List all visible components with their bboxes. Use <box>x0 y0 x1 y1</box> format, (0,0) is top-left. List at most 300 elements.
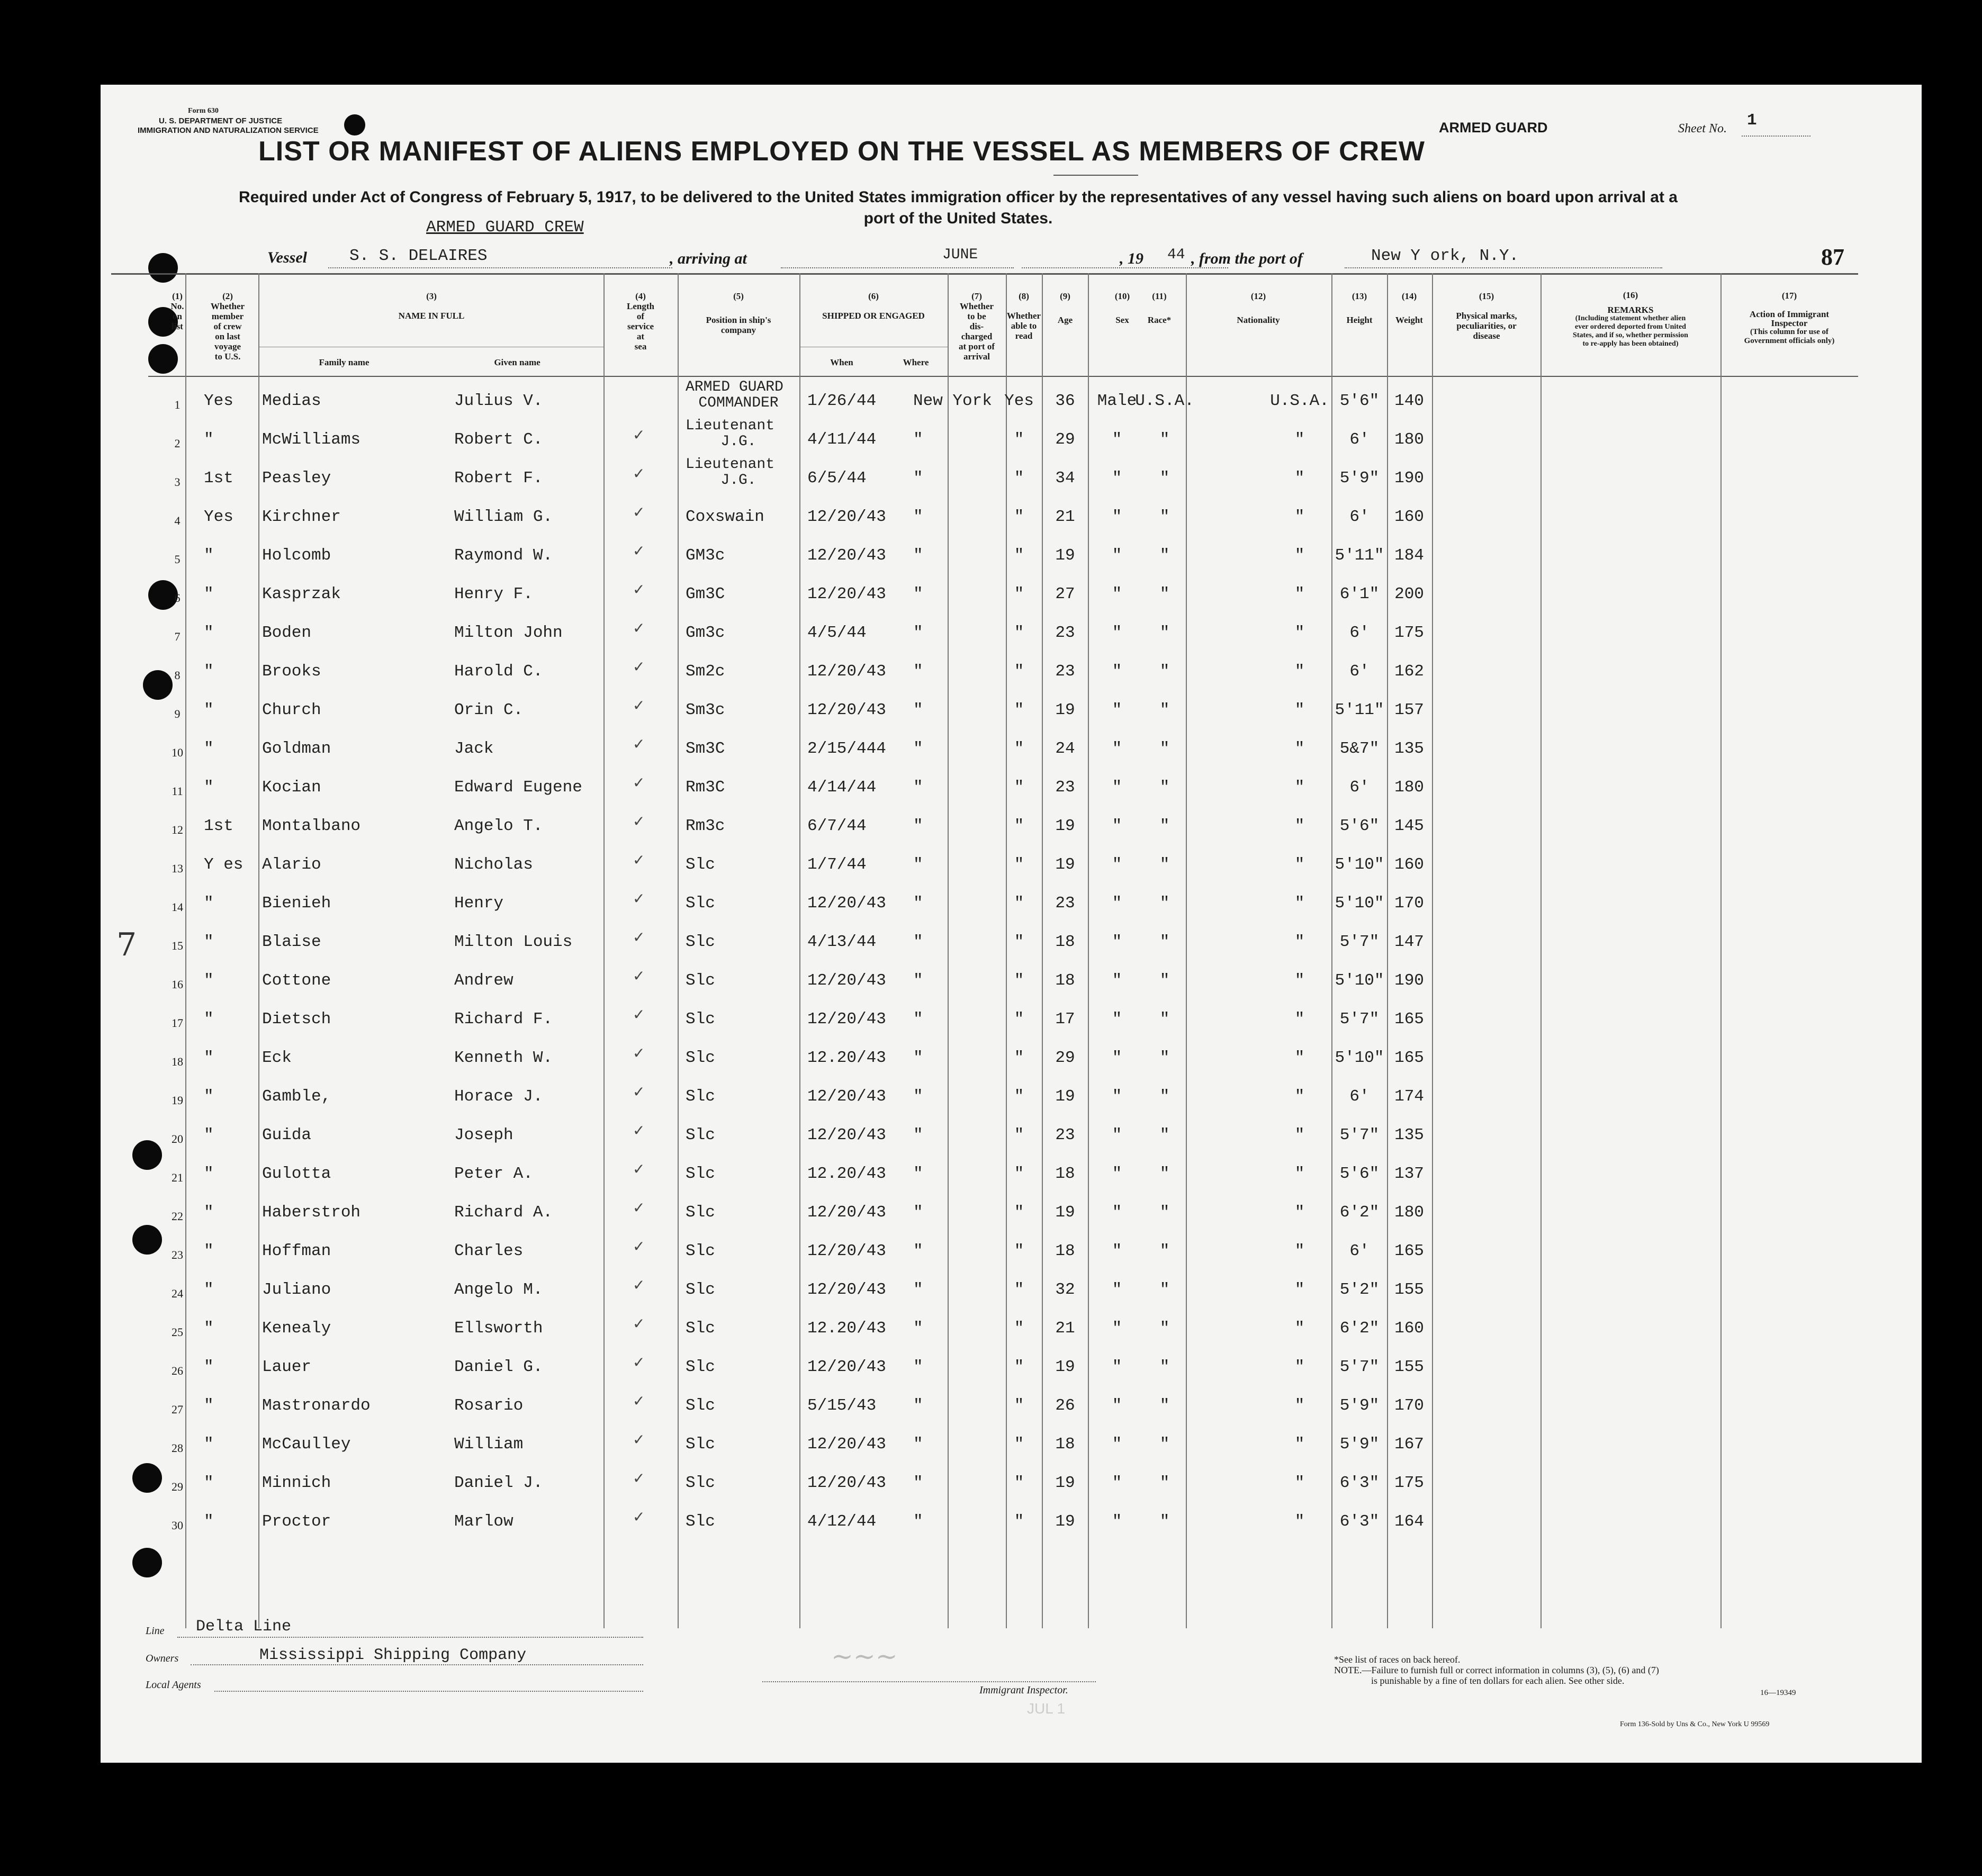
cell-family: Juliano <box>262 1280 331 1299</box>
cell-pos: Rm3c <box>686 817 725 835</box>
cell-height: 5'7" <box>1339 933 1380 951</box>
check-mark: ✓ <box>633 1199 645 1216</box>
cell-height: 5'10" <box>1335 971 1384 990</box>
cell-pos: Lieutenant <box>686 456 775 473</box>
cell-race: " <box>1159 469 1170 488</box>
cell-weight: 162 <box>1394 662 1424 681</box>
cell-pos2: COMMANDER <box>698 395 779 411</box>
cell-race: " <box>1159 701 1170 719</box>
from-port-label: , from the port of <box>1191 250 1303 267</box>
inspector-label: Immigrant Inspector. <box>979 1684 1068 1696</box>
cell-where: " <box>913 1319 923 1338</box>
check-mark: ✓ <box>633 1006 645 1023</box>
cell-height: 6' <box>1349 430 1370 449</box>
cell-age: 18 <box>1055 1242 1075 1260</box>
check-mark: ✓ <box>633 503 645 521</box>
cell-nat: " <box>1294 971 1305 990</box>
table-row <box>101 696 1922 734</box>
col14-header: (14) Weight <box>1395 291 1423 325</box>
arriving-label: , arriving at <box>670 250 747 267</box>
cell-when: 4/14/44 <box>807 778 877 797</box>
cell-read: " <box>1014 546 1024 565</box>
cell-pos: Slc <box>686 1319 715 1338</box>
cell-given: Milton John <box>454 624 563 642</box>
cell-when: 12/20/43 <box>807 701 886 719</box>
cell-age: 21 <box>1055 1319 1075 1338</box>
cell-read: " <box>1014 1126 1024 1144</box>
cell-sex: " <box>1112 1280 1122 1299</box>
cell-family: Bienieh <box>262 894 331 913</box>
cell-when: 1/26/44 <box>807 392 877 410</box>
cell-sex: " <box>1112 1435 1122 1454</box>
col16-header: (16) REMARKS (Including statement whether alien ever ordered deported from United States, and if so, whether permission to re-apply has been obtained) <box>1573 290 1688 348</box>
col3-header: (3) NAME IN FULL <box>398 291 465 321</box>
col2-header: (2) Whether member of crew on last voyage to U.S. <box>210 291 245 362</box>
cell-weight: 180 <box>1394 430 1424 449</box>
col9-header: (9) Age <box>1057 291 1073 325</box>
cell-prev: " <box>204 662 214 681</box>
cell-weight: 180 <box>1394 778 1424 797</box>
cell-age: 23 <box>1055 778 1075 797</box>
cell-when: 1/7/44 <box>807 855 867 874</box>
cell-race: " <box>1159 1319 1170 1338</box>
cell-when: 12/20/43 <box>807 1087 886 1106</box>
cell-where: " <box>913 624 923 642</box>
cell-weight: 155 <box>1394 1280 1424 1299</box>
cell-race: " <box>1159 1512 1170 1531</box>
cell-age: 19 <box>1055 1087 1075 1106</box>
cell-when: 6/5/44 <box>807 469 867 488</box>
cell-prev: Yes <box>204 392 233 410</box>
cell-race: " <box>1159 624 1170 642</box>
cell-age: 23 <box>1055 894 1075 913</box>
cell-pos: Slc <box>686 894 715 913</box>
sheet-label: Sheet No. <box>1678 122 1727 136</box>
check-mark: ✓ <box>633 542 645 560</box>
cell-prev: Y es <box>204 855 244 874</box>
manifest-sheet <box>101 85 1922 1763</box>
cell-sex: " <box>1112 778 1122 797</box>
cell-prev: " <box>204 739 214 758</box>
cell-pos: Slc <box>686 1396 715 1415</box>
cell-family: Cottone <box>262 971 331 990</box>
cell-nat: " <box>1294 469 1305 488</box>
cell-sex: " <box>1112 1165 1122 1183</box>
table-row <box>101 418 1922 463</box>
cell-pos: Coxswain <box>686 508 764 526</box>
cell-age: 32 <box>1055 1280 1075 1299</box>
family-name-header: Family name <box>319 357 370 367</box>
cell-age: 18 <box>1055 1435 1075 1454</box>
cell-weight: 135 <box>1394 739 1424 758</box>
cell-sex: " <box>1112 430 1122 449</box>
cell-pos: Slc <box>686 933 715 951</box>
check-mark: ✓ <box>633 890 645 907</box>
cell-weight: 157 <box>1394 701 1424 719</box>
cell-prev: " <box>204 1010 214 1029</box>
cell-no: 21 <box>172 1171 183 1184</box>
cell-prev: " <box>204 1474 214 1492</box>
cell-where: " <box>913 1358 923 1376</box>
cell-nat: " <box>1294 585 1305 603</box>
check-mark: ✓ <box>633 928 645 946</box>
arrival-year: 44 <box>1167 247 1185 263</box>
cell-prev: " <box>204 546 214 565</box>
cell-height: 5'7" <box>1339 1358 1380 1376</box>
cell-weight: 164 <box>1394 1512 1424 1531</box>
cell-race: " <box>1159 1165 1170 1183</box>
cell-family: Peasley <box>262 469 331 488</box>
cell-where: " <box>913 1165 923 1183</box>
cell-race: " <box>1159 585 1170 603</box>
cell-height: 5'7" <box>1339 1010 1380 1029</box>
cell-age: 34 <box>1055 469 1075 488</box>
cell-when: 12/20/43 <box>807 1435 886 1454</box>
cell-nat: " <box>1294 1126 1305 1144</box>
cell-nat: " <box>1294 778 1305 797</box>
cell-height: 6' <box>1349 662 1370 681</box>
table-row <box>101 541 1922 579</box>
cell-prev: " <box>204 971 214 990</box>
cell-height: 5'10" <box>1335 1049 1384 1067</box>
cell-pos: GM3c <box>686 546 725 565</box>
cell-prev: 1st <box>204 469 233 488</box>
cell-where: " <box>913 430 923 449</box>
cell-no: 9 <box>174 707 181 720</box>
cell-family: McCaulley <box>262 1435 351 1454</box>
cell-prev: " <box>204 624 214 642</box>
cell-height: 6'1" <box>1339 585 1380 603</box>
cell-pos: Slc <box>686 1474 715 1492</box>
cell-height: 5'7" <box>1339 1126 1380 1144</box>
check-mark: ✓ <box>633 1469 645 1487</box>
cell-age: 19 <box>1055 817 1075 835</box>
cell-when: 12/20/43 <box>807 585 886 603</box>
cell-read: " <box>1014 430 1024 449</box>
cell-prev: " <box>204 894 214 913</box>
cell-nat: " <box>1294 1435 1305 1454</box>
cell-read: " <box>1014 971 1024 990</box>
cell-age: 18 <box>1055 1165 1075 1183</box>
cell-when: 12/20/43 <box>807 546 886 565</box>
cell-sex: " <box>1112 739 1122 758</box>
cell-family: Boden <box>262 624 312 642</box>
table-row <box>101 966 1922 1004</box>
cell-read: " <box>1014 662 1024 681</box>
table-row <box>101 1430 1922 1468</box>
cell-pos: Slc <box>686 1010 715 1029</box>
col7-header: (7) Whether to be dis- charged at port of arrival <box>959 291 995 362</box>
department-name: U. S. DEPARTMENT OF JUSTICE <box>159 116 283 125</box>
cell-no: 5 <box>174 553 181 566</box>
failure-note: NOTE.—Failure to furnish full or correct information in columns (3), (5), (6) and (7) <box>1334 1665 1659 1675</box>
check-mark: ✓ <box>633 1238 645 1255</box>
cell-family: Kirchner <box>262 508 341 526</box>
cell-no: 18 <box>172 1055 183 1068</box>
col13-header: (13) Height <box>1346 291 1373 325</box>
vessel-name: S. S. DELAIRES <box>349 247 488 265</box>
table-row <box>101 734 1922 772</box>
cell-prev: " <box>204 430 214 449</box>
col6-header: (6) SHIPPED OR ENGAGED <box>822 291 925 321</box>
cell-prev: " <box>204 778 214 797</box>
cell-given: Horace J. <box>454 1087 543 1106</box>
document-title: LIST OR MANIFEST OF ALIENS EMPLOYED ON THE VESSEL AS MEMBERS OF CREW <box>258 136 1425 167</box>
table-header-bottom <box>148 376 1858 377</box>
cell-when: 12/20/43 <box>807 1474 886 1492</box>
cell-nat: " <box>1294 894 1305 913</box>
cell-where: " <box>913 1242 923 1260</box>
cell-pos: ARMED GUARD <box>686 379 783 395</box>
cell-age: 29 <box>1055 430 1075 449</box>
cell-family: Brooks <box>262 662 321 681</box>
cell-sex: " <box>1112 1242 1122 1260</box>
cell-age: 19 <box>1055 1203 1075 1222</box>
inspector-underline <box>762 1681 1096 1682</box>
check-mark: ✓ <box>633 426 645 444</box>
cell-nat: U.S.A. <box>1270 392 1329 410</box>
cell-family: Blaise <box>262 933 321 951</box>
armed-guard-crew-label: ARMED GUARD CREW <box>426 218 584 237</box>
cell-pos: Lieutenant <box>686 418 775 434</box>
cell-read: " <box>1014 1087 1024 1106</box>
cell-race: " <box>1159 546 1170 565</box>
cell-when: 12/20/43 <box>807 1126 886 1144</box>
owners-value: Mississippi Shipping Company <box>259 1646 527 1664</box>
cell-sex: " <box>1112 894 1122 913</box>
cell-no: 25 <box>172 1325 183 1339</box>
cell-family: Dietsch <box>262 1010 331 1029</box>
cell-when: 12/20/43 <box>807 508 886 526</box>
cell-race: " <box>1159 894 1170 913</box>
cell-weight: 160 <box>1394 1319 1424 1338</box>
cell-weight: 190 <box>1394 469 1424 488</box>
sheet-number: 1 <box>1747 111 1757 130</box>
table-row <box>101 502 1922 540</box>
cell-height: 5'10" <box>1335 894 1384 913</box>
cell-height: 5'11" <box>1335 546 1384 565</box>
check-mark: ✓ <box>633 581 645 598</box>
cell-family: Gamble, <box>262 1087 331 1106</box>
cell-when: 4/13/44 <box>807 933 877 951</box>
punch-hole <box>344 114 365 136</box>
cell-race: " <box>1159 1435 1170 1454</box>
punch-hole <box>148 253 178 283</box>
cell-given: Andrew <box>454 971 513 990</box>
check-mark: ✓ <box>633 1044 645 1062</box>
cell-nat: " <box>1294 1396 1305 1415</box>
cell-where: " <box>913 508 923 526</box>
cell-race: " <box>1159 1126 1170 1144</box>
owners-underline <box>191 1664 643 1665</box>
cell-weight: 165 <box>1394 1242 1424 1260</box>
cell-family: Medias <box>262 392 321 410</box>
cell-weight: 135 <box>1394 1126 1424 1144</box>
cell-nat: " <box>1294 1474 1305 1492</box>
cell-prev: " <box>204 1396 214 1415</box>
from-port: New Y ork, N.Y. <box>1371 247 1519 265</box>
cell-age: 19 <box>1055 1474 1075 1492</box>
cell-prev: " <box>204 933 214 951</box>
cell-pos2: J.G. <box>720 434 756 450</box>
arriving-port-underline <box>781 267 1014 268</box>
cell-no: 10 <box>172 746 183 759</box>
cell-sex: " <box>1112 971 1122 990</box>
vessel-underline <box>328 267 672 268</box>
cell-pos: Rm3C <box>686 778 725 797</box>
cell-given: Jack <box>454 739 494 758</box>
cell-when: 12/20/43 <box>807 662 886 681</box>
cell-nat: " <box>1294 817 1305 835</box>
cell-race: " <box>1159 1049 1170 1067</box>
cell-where: " <box>913 1087 923 1106</box>
cell-no: 14 <box>172 900 183 914</box>
cell-family: Kasprzak <box>262 585 341 603</box>
cell-no: 27 <box>172 1403 183 1416</box>
races-note: *See list of races on back hereof. <box>1334 1654 1461 1665</box>
cell-family: Hoffman <box>262 1242 331 1260</box>
cell-sex: " <box>1112 1126 1122 1144</box>
cell-height: 5'10" <box>1335 855 1384 874</box>
cell-pos: Slc <box>686 1087 715 1106</box>
check-mark: ✓ <box>633 658 645 675</box>
line-underline <box>177 1637 643 1638</box>
cell-weight: 190 <box>1394 971 1424 990</box>
check-mark: ✓ <box>633 1160 645 1178</box>
cell-race: " <box>1159 855 1170 874</box>
cell-weight: 167 <box>1394 1435 1424 1454</box>
cell-age: 27 <box>1055 585 1075 603</box>
cell-weight: 160 <box>1394 508 1424 526</box>
check-mark: ✓ <box>633 1315 645 1332</box>
cell-prev: " <box>204 1087 214 1106</box>
table-row <box>101 1159 1922 1197</box>
cell-prev: 1st <box>204 817 233 835</box>
cell-given: Robert C. <box>454 430 543 449</box>
col11-header: (11) Race* <box>1147 291 1172 325</box>
cell-given: Orin C. <box>454 701 524 719</box>
cell-read: " <box>1014 1435 1024 1454</box>
cell-height: 5'6" <box>1339 817 1380 835</box>
cell-pos2: J.G. <box>720 472 756 489</box>
cell-family: Montalbano <box>262 817 361 835</box>
cell-where: " <box>913 933 923 951</box>
subtitle-line-1: Required under Act of Congress of February 5, 1917, to be delivered to the United States immigration officer by the representatives of any vessel having such aliens on board upon arrival at a <box>239 188 1678 206</box>
table-row <box>101 1507 1922 1545</box>
cell-nat: " <box>1294 1319 1305 1338</box>
cell-age: 36 <box>1055 392 1075 410</box>
cell-nat: " <box>1294 662 1305 681</box>
cell-height: 6'2" <box>1339 1203 1380 1222</box>
check-mark: ✓ <box>633 1354 645 1371</box>
cell-given: Marlow <box>454 1512 513 1531</box>
cell-pos: Slc <box>686 855 715 874</box>
cell-no: 28 <box>172 1441 183 1455</box>
check-mark: ✓ <box>633 1083 645 1101</box>
cell-given: Henry F. <box>454 585 533 603</box>
printer-imprint: Form 136-Sold by Uns & Co., New York U 99569 <box>1620 1720 1770 1728</box>
cell-race: " <box>1159 778 1170 797</box>
cell-pos: Slc <box>686 1242 715 1260</box>
cell-where: " <box>913 778 923 797</box>
cell-prev: " <box>204 1358 214 1376</box>
table-row <box>101 1391 1922 1429</box>
cell-no: 6 <box>174 591 181 605</box>
cell-prev: " <box>204 1126 214 1144</box>
cell-read: " <box>1014 1010 1024 1029</box>
cell-no: 7 <box>174 630 181 643</box>
cell-weight: 174 <box>1394 1087 1424 1106</box>
crew-table-body <box>101 379 1922 1625</box>
cell-no: 3 <box>174 475 181 489</box>
cell-age: 17 <box>1055 1010 1075 1029</box>
col5-header: (5) Position in ship's company <box>706 291 771 335</box>
cell-sex: " <box>1112 662 1122 681</box>
cell-read: " <box>1014 1396 1024 1415</box>
cell-race: " <box>1159 1242 1170 1260</box>
cell-read: " <box>1014 933 1024 951</box>
cell-where: " <box>913 739 923 758</box>
cell-height: 5'2" <box>1339 1280 1380 1299</box>
table-row <box>101 811 1922 850</box>
table-row <box>101 456 1922 502</box>
table-row <box>101 1314 1922 1352</box>
cell-pos: Slc <box>686 1203 715 1222</box>
check-mark: ✓ <box>633 1276 645 1294</box>
cell-height: 5'6" <box>1339 392 1380 410</box>
cell-read: " <box>1014 1358 1024 1376</box>
cell-sex: " <box>1112 855 1122 874</box>
cell-nat: " <box>1294 1087 1305 1106</box>
cell-race: U.S.A. <box>1135 392 1194 410</box>
cell-read: " <box>1014 1203 1024 1222</box>
cell-pos: Gm3c <box>686 624 725 642</box>
cell-weight: 165 <box>1394 1049 1424 1067</box>
cell-height: 6' <box>1349 1087 1370 1106</box>
cell-race: " <box>1159 933 1170 951</box>
cell-given: William G. <box>454 508 553 526</box>
col1-header: (1) No. on list <box>170 291 184 331</box>
cell-when: 12/20/43 <box>807 894 886 913</box>
cell-sex: " <box>1112 1358 1122 1376</box>
table-row <box>101 657 1922 695</box>
cell-family: Eck <box>262 1049 292 1067</box>
cell-family: McWilliams <box>262 430 361 449</box>
table-row <box>101 1043 1922 1081</box>
cell-age: 23 <box>1055 662 1075 681</box>
cell-prev: " <box>204 585 214 603</box>
cell-nat: " <box>1294 739 1305 758</box>
cell-given: Robert F. <box>454 469 543 488</box>
cell-where: " <box>913 855 923 874</box>
table-row <box>101 773 1922 811</box>
margin-mark: 7 <box>116 926 137 963</box>
cell-when: 4/11/44 <box>807 430 877 449</box>
fine-note: is punishable by a fine of ten dollars for each alien. See other side. <box>1371 1675 1625 1686</box>
cell-where: " <box>913 585 923 603</box>
cell-sex: " <box>1112 1319 1122 1338</box>
cell-weight: 155 <box>1394 1358 1424 1376</box>
cell-read: " <box>1014 1165 1024 1183</box>
check-mark: ✓ <box>633 619 645 637</box>
cell-no: 23 <box>172 1248 183 1261</box>
cell-when: 4/5/44 <box>807 624 867 642</box>
cell-where: " <box>913 971 923 990</box>
local-agents-label: Local Agents <box>146 1679 201 1691</box>
cell-sex: Male <box>1097 392 1137 410</box>
cell-pos: Gm3C <box>686 585 725 603</box>
cell-read: " <box>1014 817 1024 835</box>
